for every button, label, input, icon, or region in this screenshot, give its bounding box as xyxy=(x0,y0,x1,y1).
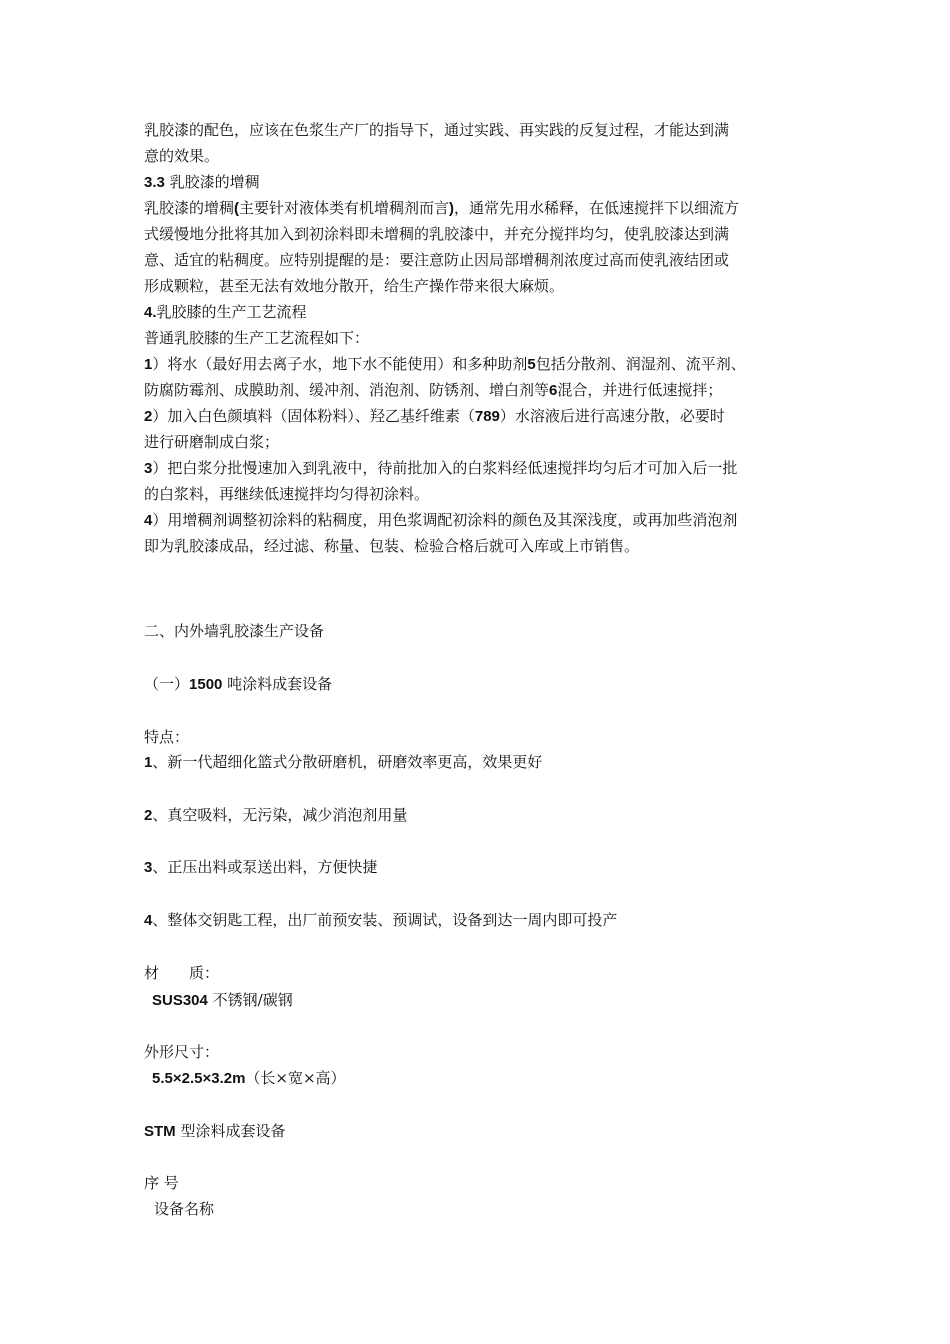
process-step-2: 2）加入白色颜填料（固体粉料）、羟乙基纤维素（789）水溶液后进行高速分散，必要时 xyxy=(144,407,725,425)
process-step-3: 3）把白浆分批慢速加入到乳液中，待前批加入的白浆料经低速搅拌均匀后才可加入后一批 xyxy=(144,459,738,477)
material-label: 材 质： xyxy=(144,964,220,982)
paragraph-line: 意的效果。 xyxy=(144,147,220,165)
feature-item: 4、整体交钥匙工程，出厂前预安装、预调试，设备到达一周内即可投产 xyxy=(144,911,618,929)
process-step-4: 4）用增稠剂调整初涂料的粘稠度，用色浆调配初涂料的颜色及其深浅度，或再加些消泡剂 xyxy=(144,511,738,529)
paragraph-line: 乳胶漆的配色，应该在色浆生产厂的指导下，通过实践、再实践的反复过程，才能达到满 xyxy=(144,121,730,139)
section-heading-4: 4.乳胶膝的生产工艺流程 xyxy=(144,303,307,321)
paragraph-line: 意、适宜的粘稠度。应特别提醒的是：要注意防止因局部增稠剂浓度过高而使乳液结团或 xyxy=(144,251,730,269)
process-step-1-cont: 防腐防霉剂、成膜助剂、缓冲剂、消泡剂、防锈剂、增白剂等6混合，并进行低速搅拌； xyxy=(144,381,723,399)
paragraph-line: 形成颗粒，甚至无法有效地分散开，给生产操作带来很大麻烦。 xyxy=(144,277,565,295)
process-step-1: 1）将水（最好用去离子水，地下水不能使用）和多种助剂5包括分散剂、润湿剂、流平剂、 xyxy=(144,355,746,373)
size-label: 外形尺寸： xyxy=(144,1043,220,1061)
section-heading-3-3: 3.3 乳胶漆的增稠 xyxy=(144,173,260,191)
paragraph-line: 乳胶漆的增稠(主要针对液体类有机增稠剂而言)，通常先用水稀释，在低速搅拌下以细流方 xyxy=(144,199,740,217)
table-header-serial: 序 号 xyxy=(144,1174,179,1192)
process-step-3-cont: 的白浆料，再继续低速搅拌均匀得初涂料。 xyxy=(144,485,430,503)
stm-heading: STM 型涂料成套设备 xyxy=(144,1122,286,1140)
process-step-2-cont: 进行研磨制成白浆； xyxy=(144,433,280,451)
paragraph-line: 式缓慢地分批将其加入到初涂料即未增稠的乳胶漆中，并充分搅拌均匀，使乳胶漆达到满 xyxy=(144,225,730,243)
process-step-4-cont: 即为乳胶漆成品，经过滤、称量、包装、检验合格后就可入库或上市销售。 xyxy=(144,537,640,555)
table-header-device-name: 设备名称 xyxy=(154,1200,215,1218)
subsection-heading: （一）1500 吨涂料成套设备 xyxy=(144,675,333,693)
feature-item: 2、真空吸料，无污染，减少消泡剂用量 xyxy=(144,806,408,824)
feature-item: 3、正压出料或泵送出料，方便快捷 xyxy=(144,858,378,876)
section-heading-equipment: 二、内外墙乳胶漆生产设备 xyxy=(144,622,325,640)
material-value: SUS304 不锈钢/碳钢 xyxy=(152,991,293,1009)
paragraph-line: 普通乳胶膝的生产工艺流程如下： xyxy=(144,329,370,347)
feature-item: 1、新一代超细化篮式分散研磨机，研磨效率更高，效果更好 xyxy=(144,753,543,771)
size-value: 5.5×2.5×3.2m（长×宽×高） xyxy=(152,1069,346,1087)
features-label: 特点： xyxy=(144,728,190,746)
